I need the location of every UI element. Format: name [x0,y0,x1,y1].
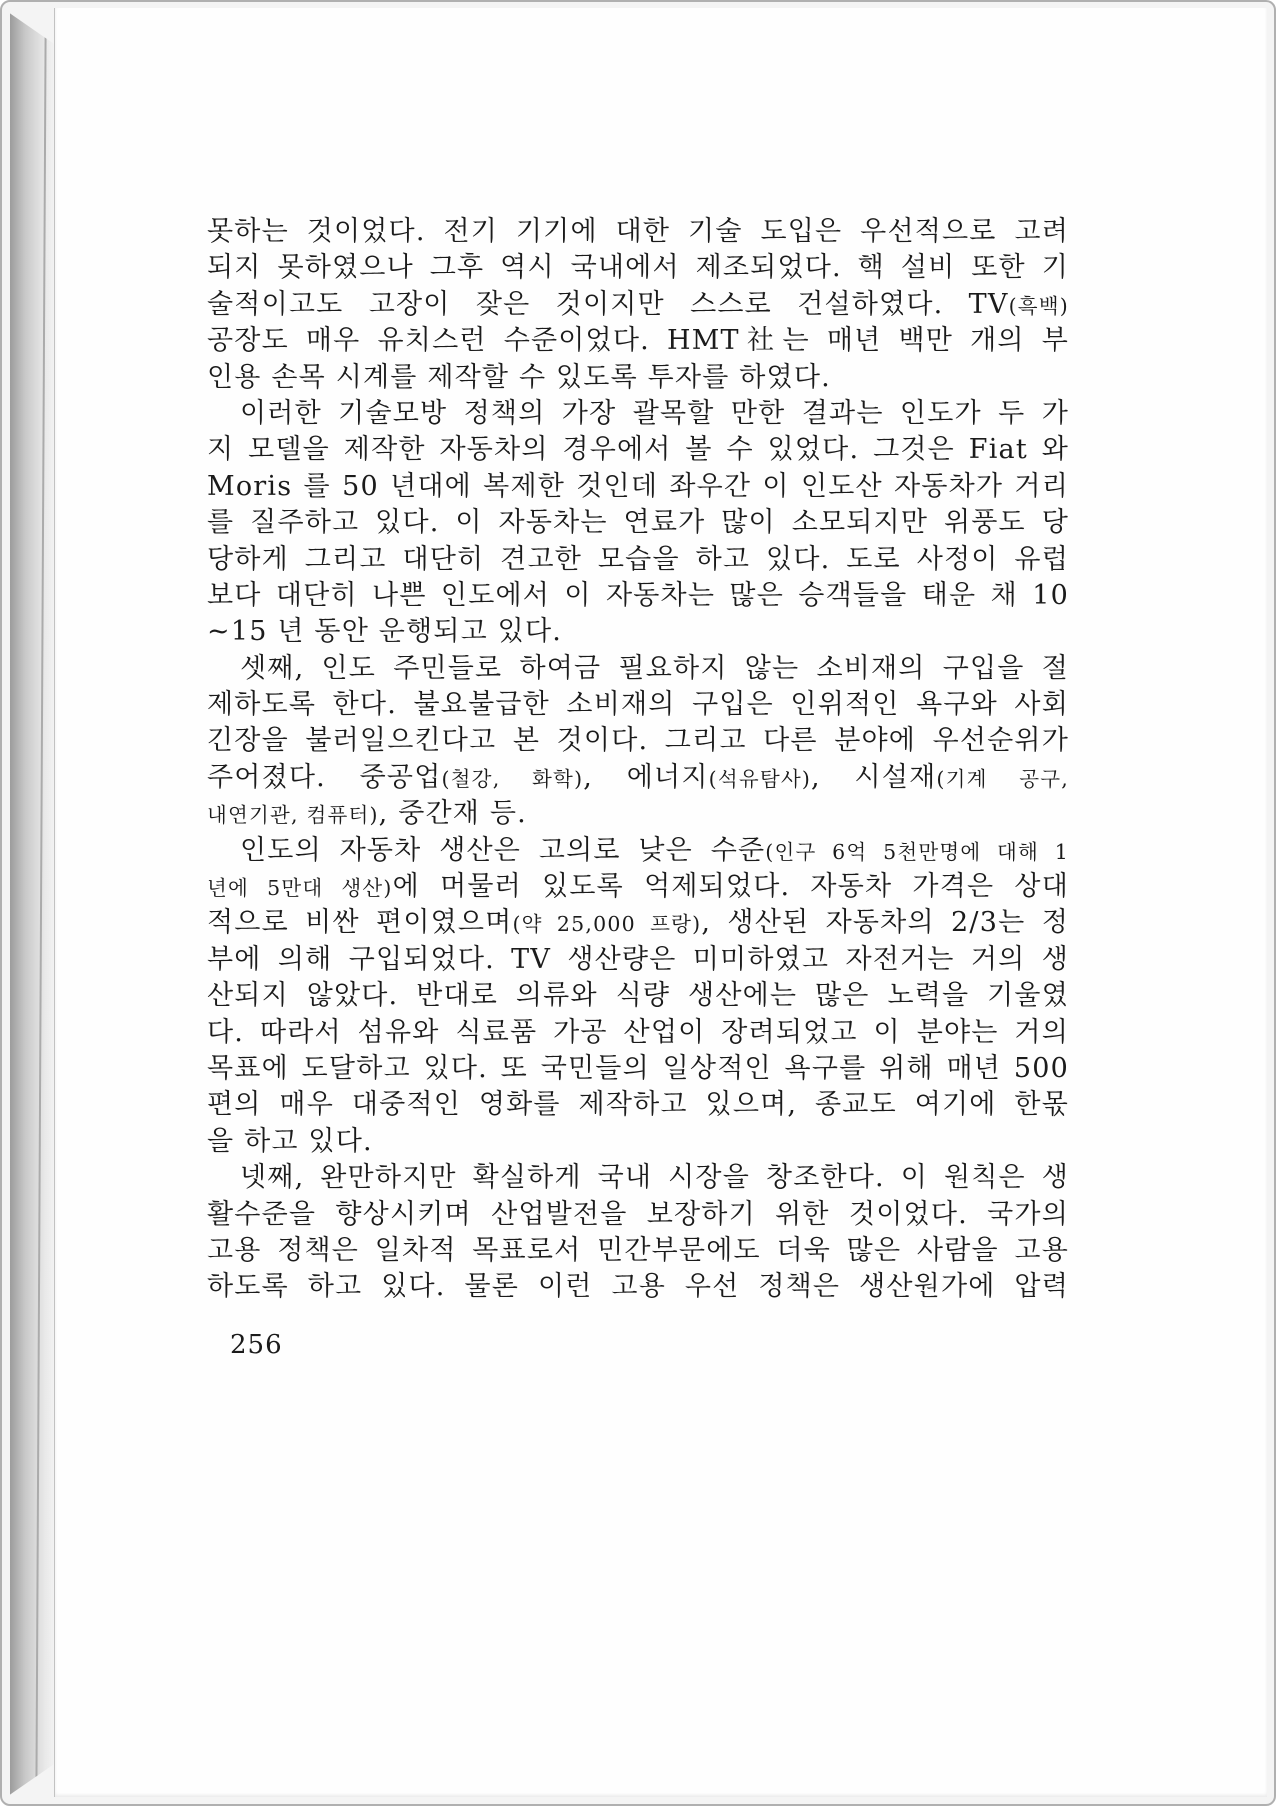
text-line [207,1160,1069,1196]
text-line [207,1124,1069,1160]
page-stack-line [35,28,46,1794]
text-line [207,1051,1069,1087]
text-segment: , 중간재 등. [378,798,527,830]
text-line [207,250,1069,286]
text-segment: 다. 따라서 섬유와 식료품 가공 산업이 장려되었고 이 분야는 거의 [207,1016,1069,1048]
text-line [207,687,1069,723]
text-segment: , 에너지 [583,761,709,793]
text-segment: 편의 매우 대중적인 영화를 제작하고 있으며, 종교도 여기에 한몫 [207,1089,1069,1121]
text-line [207,1197,1069,1233]
text-body [207,214,1069,1306]
text-segment: 술적이고도 고장이 잦은 것이지만 스스로 건설하였다. TV [207,288,1009,320]
text-segment-small: 내연기관, 컴퓨터) [207,803,379,828]
text-segment: 당하게 그리고 대단히 견고한 모습을 하고 있다. 도로 사정이 유럽 [207,543,1069,575]
text-segment: 부에 의해 구입되었다. TV 생산량은 미미하였고 자전거는 거의 생 [207,943,1069,975]
text-line [207,1015,1069,1051]
text-segment: 이러한 기술모방 정책의 가장 괄목할 만한 결과는 인도가 두 가 [240,397,1069,429]
text-line [207,942,1069,978]
text-segment-small: (약 25,000 프랑) [512,912,702,937]
text-segment-small: (철강, 화학) [441,766,584,791]
text-segment: 에 머물러 있도록 억제되었다. 자동차 가격은 상대 [392,871,1069,903]
text-line [207,869,1069,905]
text-segment: 인용 손목 시계를 제작할 수 있도록 투자를 하였다. [207,361,831,393]
text-line [207,542,1069,578]
text-line [207,360,1069,396]
text-segment: 되지 못하였으나 그후 역시 국내에서 제조되었다. 핵 설비 또한 기 [207,252,1069,284]
text-line [207,323,1069,359]
text-segment: ~15 년 동안 운행되고 있다. [207,616,563,648]
text-segment-small: (인구 6억 5천만명에 대해 1 [765,839,1069,864]
text-segment-small: (흑백) [1008,293,1069,318]
text-line [207,614,1069,650]
text-line [207,651,1069,687]
text-line [207,723,1069,759]
text-segment-small: 년에 5만대 생산) [207,876,393,901]
text-segment: 보다 대단히 나쁜 인도에서 이 자동차는 많은 승객들을 태운 채 10 [207,579,1069,611]
text-line [207,214,1069,250]
text-segment: 긴장을 불러일으킨다고 본 것이다. 그리고 다른 분야에 우선순위가 [207,725,1069,757]
text-line [207,469,1069,505]
book-page [54,8,1267,1797]
text-segment: 제하도록 한다. 불요불급한 소비재의 구입은 인위적인 욕구와 사회 [207,689,1069,721]
page-number: 256 [230,1330,283,1360]
text-segment: Moris 를 50 년대에 복제한 것인데 좌우간 이 인도산 자동차가 거리 [207,470,1069,502]
text-segment: 목표에 도달하고 있다. 또 국민들의 일상적인 욕구를 위해 매년 500 [207,1052,1069,1084]
text-segment: 넷째, 완만하지만 확실하게 국내 시장을 창조한다. 이 원칙은 생 [240,1162,1069,1194]
text-line [207,396,1069,432]
text-segment: , 시설재 [811,761,937,793]
text-segment: 못하는 것이었다. 전기 기기에 대한 기술 도입은 우선적으로 고려 [207,216,1069,247]
text-segment-small: (기계 공구, [936,766,1069,791]
text-segment: 셋째, 인도 주민들로 하여금 필요하지 않는 소비재의 구입을 절 [240,652,1069,684]
text-segment: 활수준을 향상시키며 산업발전을 보장하기 위한 것이었다. 국가의 [207,1198,1069,1230]
text-line [207,760,1069,796]
text-segment-small: (석유탐사) [708,766,812,791]
text-line [207,287,1069,323]
book-page-edge [10,8,54,1800]
text-segment: 산되지 않았다. 반대로 의류와 식량 생산에는 많은 노력을 기울였 [207,980,1069,1012]
text-segment: 적으로 비싼 편이였으며 [207,907,513,939]
text-segment: 를 질주하고 있다. 이 자동차는 연료가 많이 소모되지만 위풍도 당 [207,507,1069,539]
text-segment: 지 모델을 제작한 자동차의 경우에서 볼 수 있었다. 그것은 Fiat 와 [207,434,1069,466]
text-line [207,833,1069,869]
text-segment: 고용 정책은 일차적 목표로서 민간부문에도 더욱 많은 사람을 고용 [207,1234,1069,1266]
text-line [207,1087,1069,1123]
text-line [207,578,1069,614]
text-segment: 인도의 자동차 생산은 고의로 낮은 수준 [240,834,766,866]
text-line [207,1269,1069,1305]
text-line [207,1233,1069,1269]
text-line [207,432,1069,468]
text-segment: 공장도 매우 유치스런 수준이었다. HMT社는 매년 백만 개의 부 [207,325,1069,357]
text-segment: 을 하고 있다. [207,1125,373,1157]
text-line [207,978,1069,1014]
text-line [207,796,1069,832]
text-segment: , 생산된 자동차의 2/3는 정 [701,907,1069,939]
text-line [207,505,1069,541]
text-line [207,905,1069,941]
text-segment: 주어졌다. 중공업 [207,761,442,793]
text-segment: 하도록 하고 있다. 물론 이런 고용 우선 정책은 생산원가에 압력 [207,1271,1069,1303]
